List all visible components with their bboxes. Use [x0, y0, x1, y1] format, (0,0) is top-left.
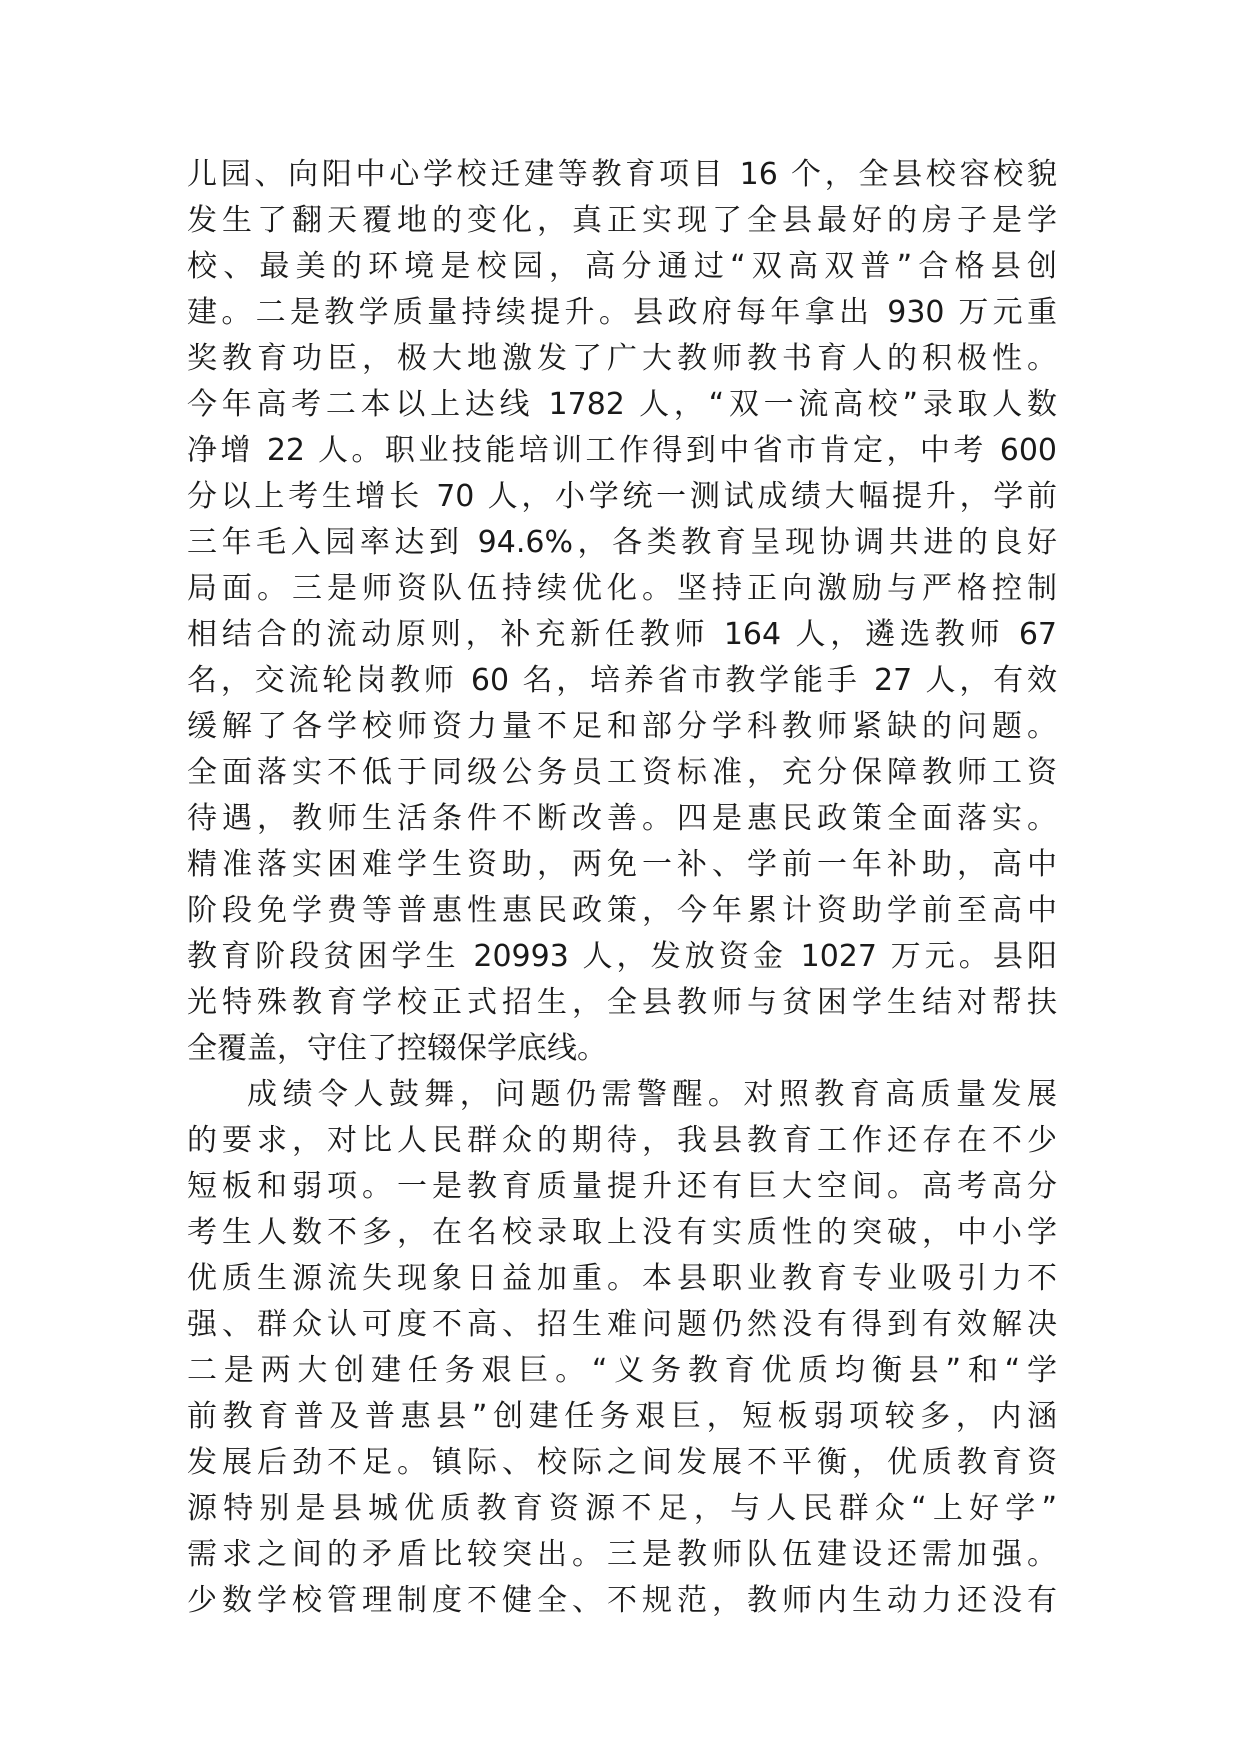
- text-line: 缓解了各学校师资力量不足和部分学科教师紧缺的问题。: [187, 709, 1057, 744]
- text-line: 教育阶段贫困学生 20993 人，发放资金 1027 万元。县阳: [187, 939, 1057, 974]
- text-line: 净增 22 人。职业技能培训工作得到中省市肯定，中考 600: [187, 433, 1057, 468]
- text-line: 成绩令人鼓舞，问题仍需警醒。对照教育高质量发展: [247, 1077, 1057, 1112]
- text-line: 待遇，教师生活条件不断改善。四是惠民政策全面落实。: [187, 801, 1057, 836]
- document-body: [187, 152, 1057, 1624]
- text-line: 的要求，对比人民群众的期待，我县教育工作还存在不少: [187, 1123, 1057, 1158]
- text-line: 阶段免学费等普惠性惠民政策，今年累计资助学前至高中: [187, 893, 1057, 928]
- text-line: 相结合的流动原则，补充新任教师 164 人，遴选教师 67: [187, 617, 1057, 652]
- text-line: 发生了翻天覆地的变化，真正实现了全县最好的房子是学: [187, 203, 1057, 238]
- text-line: 全覆盖，守住了控辍保学底线。: [187, 1031, 607, 1066]
- text-line: 奖教育功臣，极大地激发了广大教师教书育人的积极性。: [187, 341, 1057, 376]
- text-line: 建。二是教学质量持续提升。县政府每年拿出 930 万元重: [187, 295, 1057, 330]
- text-line: 前教育普及普惠县”创建任务艰巨，短板弱项较多，内涵: [187, 1399, 1057, 1434]
- text-line: 强、群众认可度不高、招生难问题仍然没有得到有效解决: [187, 1307, 1057, 1342]
- text-line: 光特殊教育学校正式招生，全县教师与贫困学生结对帮扶: [187, 985, 1057, 1020]
- text-line: 短板和弱项。一是教育质量提升还有巨大空间。高考高分: [187, 1169, 1057, 1204]
- text-line: 需求之间的矛盾比较突出。三是教师队伍建设还需加强。: [187, 1537, 1057, 1572]
- paragraph-1: [187, 152, 1057, 1072]
- text-line: 局面。三是师资队伍持续优化。坚持正向激励与严格控制: [187, 571, 1057, 606]
- text-line: 名，交流轮岗教师 60 名，培养省市教学能手 27 人，有效: [187, 663, 1057, 698]
- text-line: 少数学校管理制度不健全、不规范，教师内生动力还没有: [187, 1583, 1057, 1618]
- text-line: 全面落实不低于同级公务员工资标准，充分保障教师工资: [187, 755, 1057, 790]
- paragraph-2: [187, 1072, 1057, 1624]
- text-line: 儿园、向阳中心学校迁建等教育项目 16 个，全县校容校貌: [187, 157, 1057, 192]
- text-line: 二是两大创建任务艰巨。“义务教育优质均衡县”和“学: [187, 1353, 1057, 1388]
- text-line: 考生人数不多，在名校录取上没有实质性的突破，中小学: [187, 1215, 1057, 1250]
- text-line: 精准落实困难学生资助，两免一补、学前一年补助，高中: [187, 847, 1057, 882]
- text-line: 校、最美的环境是校园，高分通过“双高双普”合格县创: [187, 249, 1057, 284]
- text-line: 优质生源流失现象日益加重。本县职业教育专业吸引力不: [187, 1261, 1057, 1296]
- text-line: 三年毛入园率达到 94.6%，各类教育呈现协调共进的良好: [187, 525, 1057, 560]
- text-line: 发展后劲不足。镇际、校际之间发展不平衡，优质教育资: [187, 1445, 1057, 1480]
- text-line: 今年高考二本以上达线 1782 人，“双一流高校”录取人数: [187, 387, 1057, 422]
- text-line: 源特别是县城优质教育资源不足，与人民群众“上好学”: [187, 1491, 1057, 1526]
- text-line: 分以上考生增长 70 人，小学统一测试成绩大幅提升，学前: [187, 479, 1057, 514]
